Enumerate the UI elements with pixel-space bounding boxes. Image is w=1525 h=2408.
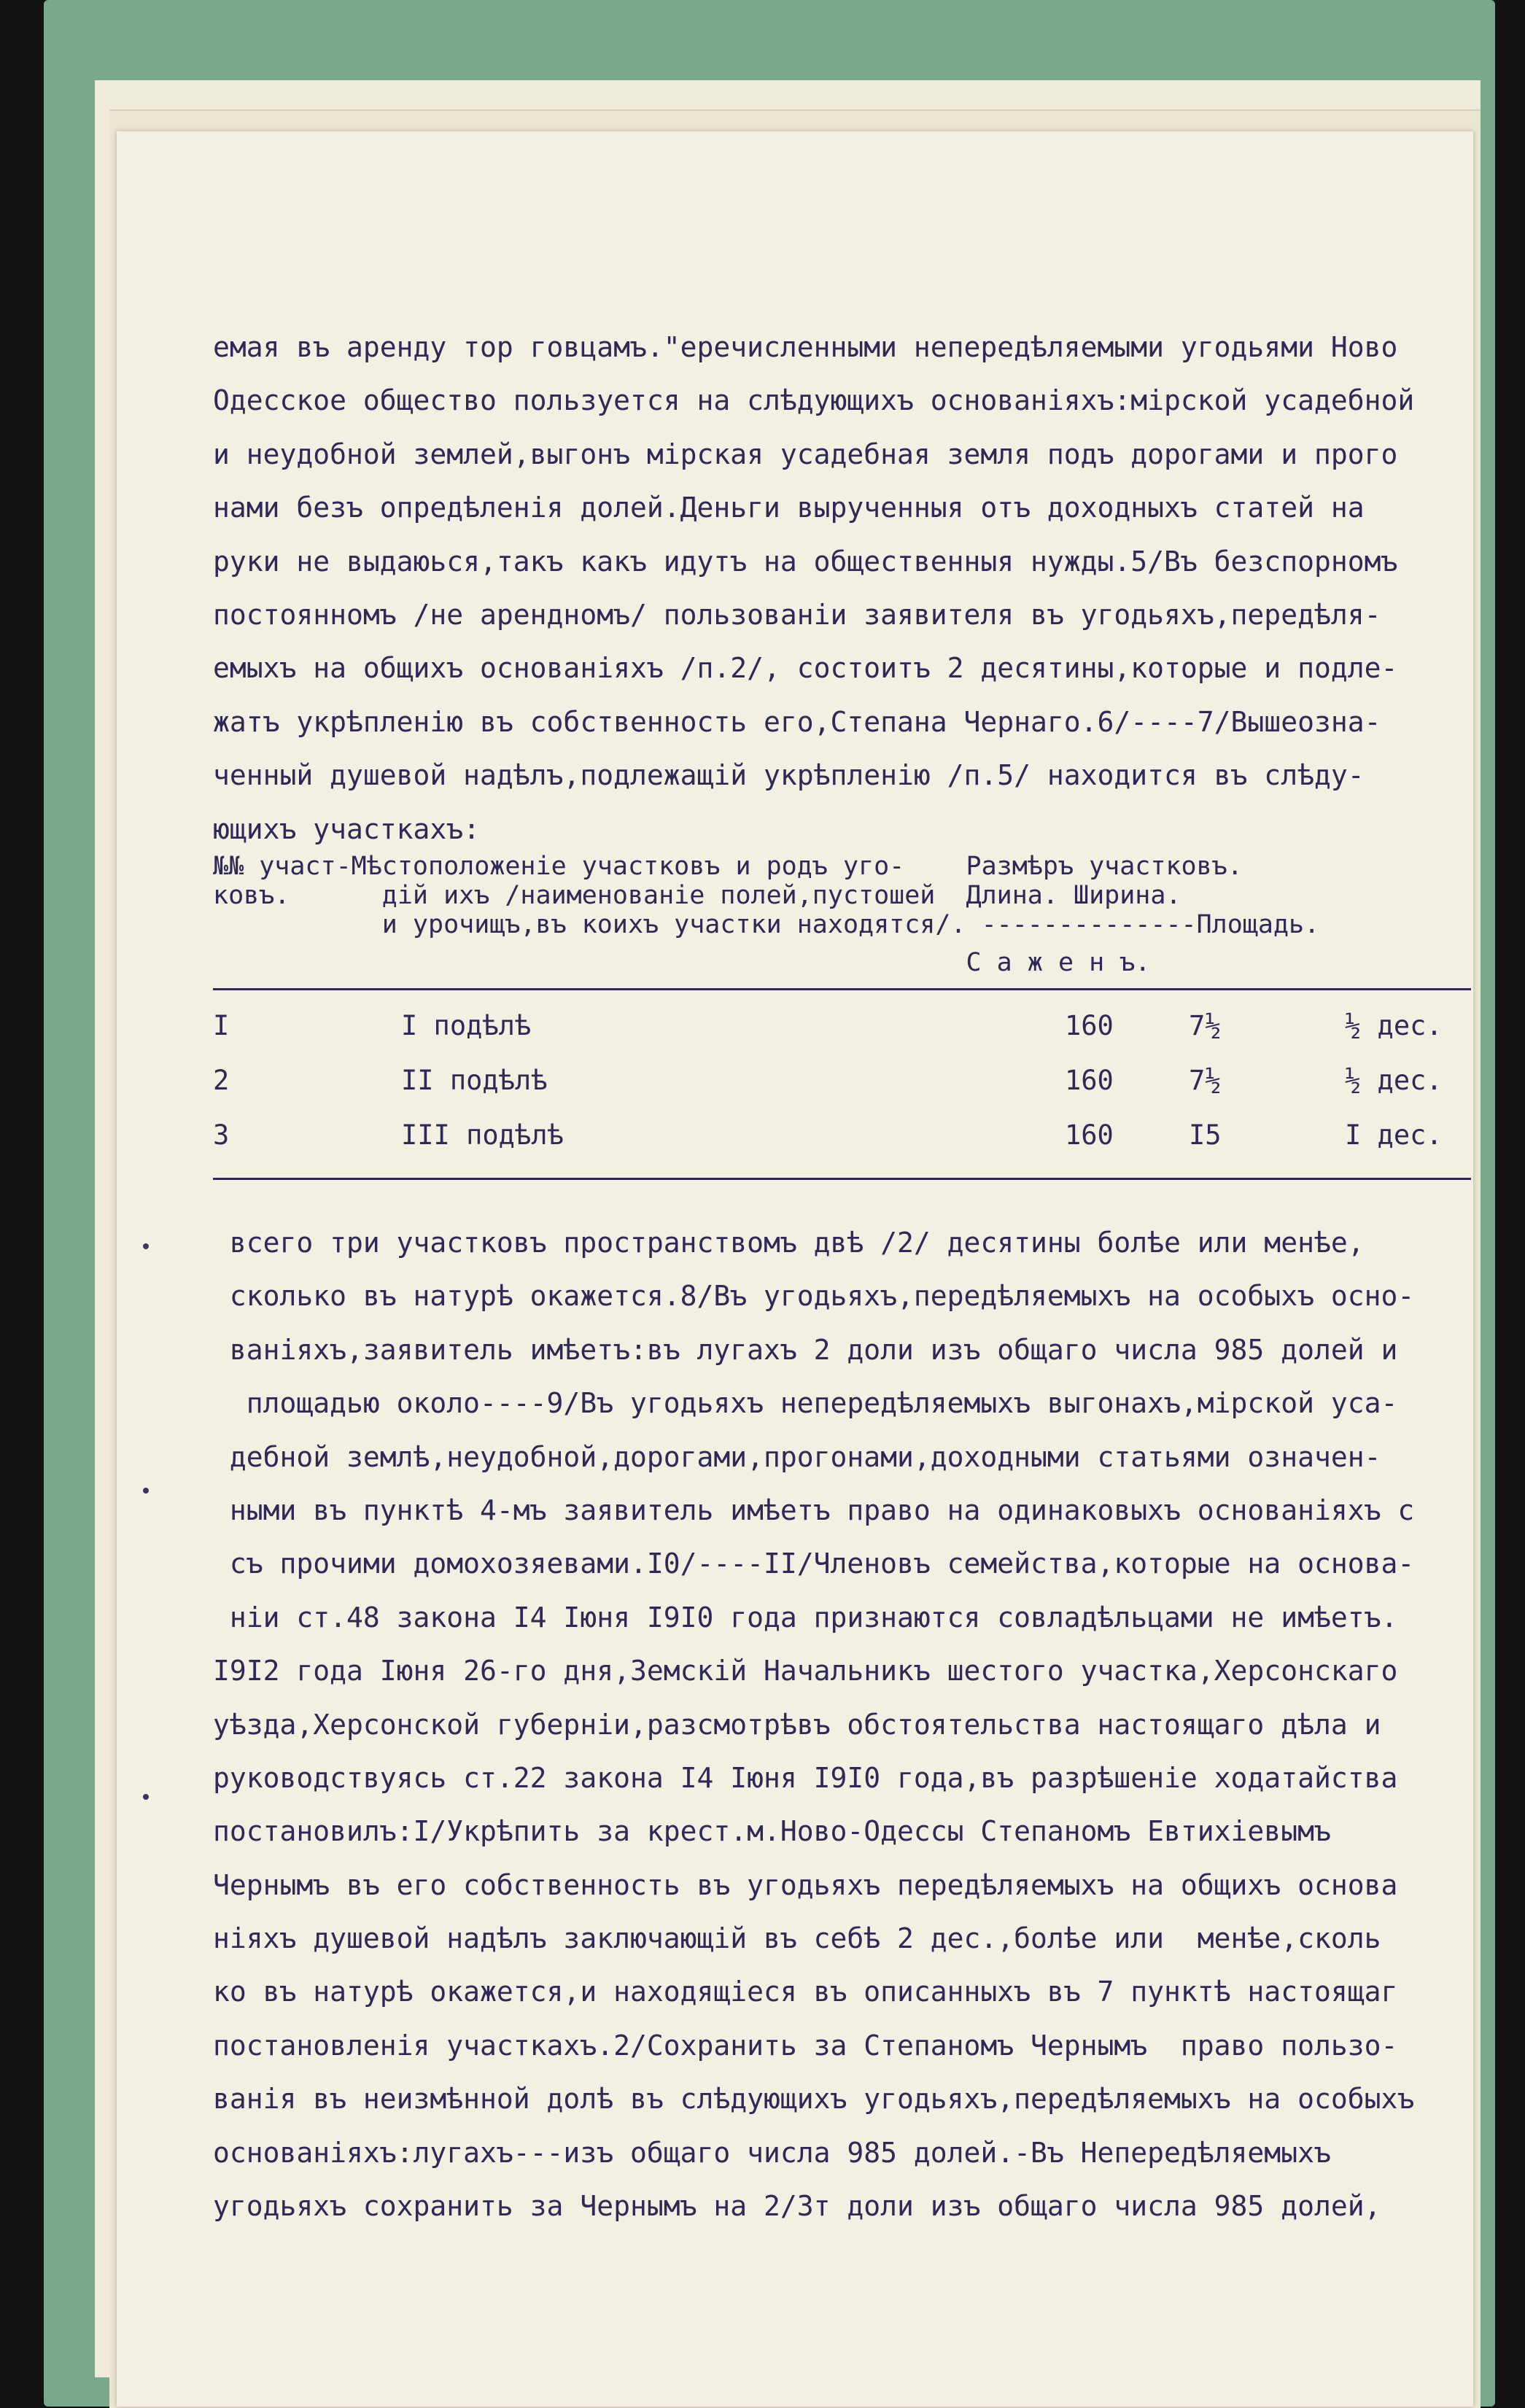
cell-length: 160 <box>1065 1010 1114 1041</box>
text-line: I9I2 года Іюня 26-го дня,Земскій Начальникъ шестого участка,Херсонскаго <box>213 1655 1398 1687</box>
table-header-line: и урочищъ,въ коихъ участки находятся/. --------------Площадь. <box>213 910 1320 939</box>
table-header-line: ковъ. дій ихъ /наименованіе полей,пустошей Длина. Ширина. <box>213 881 1181 910</box>
text-line: и неудобной землей,выгонъ мірская усадебная земля подъ дорогами и прого <box>213 438 1398 470</box>
cell-num: 3 <box>213 1119 230 1151</box>
text-line: Чернымъ въ его собственность въ угодьяхъ передѣляемыхъ на общихъ основа <box>213 1868 1398 1901</box>
table-header-line: С а ж е н ъ. <box>213 948 1151 977</box>
text-line: ніяхъ душевой надѣлъ заключающій въ себѣ 2 дес.,болѣе или менѣе,сколь <box>213 1922 1381 1955</box>
cell-num: 2 <box>213 1065 230 1096</box>
table-header-line: №№ участ-Мѣстоположеніе участковъ и родъ уго- Размѣръ участковъ. <box>213 852 1243 881</box>
cell-length: 160 <box>1065 1119 1114 1151</box>
text-line: жатъ укрѣпленію въ собственность его,Степана Чернаго.6/----7/Вышеозна- <box>213 705 1381 738</box>
text-line: площадью около----9/Въ угодьяхъ непередѣляемыхъ выгонахъ,мірской уса- <box>213 1387 1398 1420</box>
text-line: дебной землѣ,неудобной,дорогами,прогонами,доходными статьями означен- <box>213 1440 1381 1473</box>
cell-length: 160 <box>1065 1065 1114 1096</box>
text-line: постоянномъ /не арендномъ/ пользованіи заявителя въ угодьяхъ,передѣля- <box>213 598 1381 631</box>
text-line: руки не выдаюься,такъ какъ идутъ на общественныя нужды.5/Въ безспорномъ <box>213 545 1398 578</box>
cell-num: I <box>213 1010 230 1041</box>
margin-ink-mark <box>143 1243 149 1249</box>
text-line: ваніяхъ,заявитель имѣетъ:въ лугахъ 2 доли изъ общаго числа 985 долей и <box>213 1333 1398 1366</box>
paragraph-1 <box>213 321 1475 856</box>
text-line: ванія въ неизмѣнной долѣ въ слѣдующихъ угодьяхъ,передѣляемыхъ на особыхъ <box>213 2083 1415 2116</box>
cell-location: III подѣлѣ <box>401 1119 564 1151</box>
table-bottom-rule <box>213 1178 1471 1180</box>
cell-area: ½ дес. <box>1345 1010 1443 1041</box>
text-line: руководствуясь ст.22 закона I4 Іюня I9I0 года,въ разрѣшеніе ходатайства <box>213 1761 1398 1794</box>
text-line: угодьяхъ сохранить за Чернымъ на 2/3т доли изъ общаго числа 985 долей, <box>213 2190 1381 2223</box>
text-line: емая въ аренду тор говцамъ."еречисленными непередѣляемыми угодьями Ново <box>213 331 1398 363</box>
text-line: съ прочими домохозяевами.I0/----II/Членовъ семейства,которые на основа- <box>213 1547 1415 1580</box>
text-line: ными въ пунктѣ 4-мъ заявитель имѣетъ право на одинаковыхъ основаніяхъ с <box>213 1494 1415 1526</box>
text-line: нами безъ опредѣленія долей.Деньги вырученныя отъ доходныхъ статей на <box>213 492 1365 524</box>
cell-area: I дес. <box>1345 1119 1443 1151</box>
cell-area: ½ дес. <box>1345 1065 1443 1096</box>
text-line: всего три участковъ пространствомъ двѣ /2/ десятины болѣе или менѣе, <box>213 1227 1365 1259</box>
cell-width: I5 <box>1189 1119 1222 1151</box>
cell-location: I подѣлѣ <box>401 1010 532 1041</box>
text-line: Одесское общество пользуется на слѣдующихъ основаніяхъ:мірской усадебной <box>213 384 1415 417</box>
paragraph-2 <box>213 1216 1475 2233</box>
text-line: ющихъ участкахъ: <box>213 812 481 845</box>
text-line: постановилъ:I/Укрѣпить за крест.м.Ново-Одессы Степаномъ Евтихіевымъ <box>213 1815 1331 1848</box>
text-line: ніи ст.48 закона I4 Іюня I9I0 года признаются совладѣльцами не имѣетъ. <box>213 1601 1398 1634</box>
text-line: основаніяхъ:лугахъ---изъ общаго числа 985 долей.-Въ Непередѣляемыхъ <box>213 2136 1331 2169</box>
text-line: уѣзда,Херсонской губерніи,разсмотрѣвъ обстоятельства настоящаго дѣла и <box>213 1708 1381 1741</box>
text-line: сколько въ натурѣ окажется.8/Въ угодьяхъ,передѣляемыхъ на особыхъ осно- <box>213 1280 1415 1313</box>
cell-width: 7½ <box>1189 1065 1222 1096</box>
table-header-rule <box>213 988 1471 990</box>
text-line: постановленія участкахъ.2/Сохранить за Степаномъ Чернымъ право пользо- <box>213 2029 1398 2062</box>
table-header <box>213 852 1475 977</box>
cell-location: II подѣлѣ <box>401 1065 548 1096</box>
text-line: ченный душевой надѣлъ,подлежащій укрѣпленію /п.5/ находится въ слѣду- <box>213 759 1365 792</box>
text-line: ко въ натурѣ окажется,и находящіеся въ описанныхъ въ 7 пунктѣ настоящаг <box>213 1976 1398 2008</box>
margin-ink-mark <box>143 1794 149 1800</box>
margin-ink-mark <box>143 1488 149 1494</box>
cell-width: 7½ <box>1189 1010 1222 1041</box>
text-line: емыхъ на общихъ основаніяхъ /п.2/, состоитъ 2 десятины,которые и подле- <box>213 652 1398 685</box>
